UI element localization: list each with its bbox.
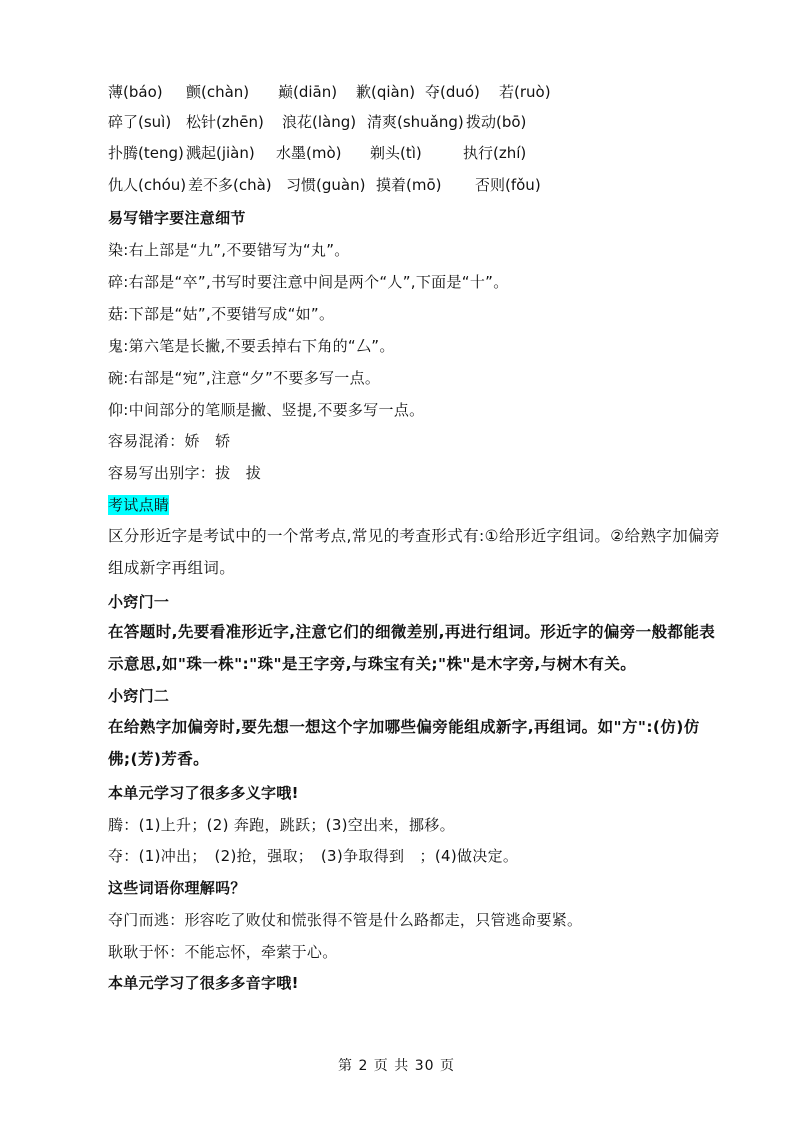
pinyin-word: 拨动(bō) <box>466 113 527 131</box>
pinyin-word: 清爽(shuǎng) <box>367 113 464 131</box>
idiom-line: 夺门而逃：形容吃了败仗和慌张得不管是什么路都走，只管逃命要紧。 <box>108 911 583 929</box>
pinyin-row-3 <box>0 143 793 163</box>
pinyin-word: 溅起(jiàn) <box>186 144 255 162</box>
pinyin-word: 习惯(guàn) <box>286 176 366 194</box>
polysemy-heading: 本单元学习了很多多义字哦! <box>108 784 299 802</box>
mistake-line: 碎:右部是“卒”,书写时要注意中间是两个“人”,下面是“十”。 <box>108 273 509 291</box>
exam-paragraph <box>90 520 720 584</box>
tip1-title: 小窍门一 <box>108 593 170 611</box>
pinyin-word: 浪花(làng) <box>282 113 357 131</box>
exam-paragraph-text: 区分形近字是考试中的一个常考点,常见的考查形式有:①给形近字组词。②给熟字加偏旁组成新字再组词。 <box>108 527 720 577</box>
mistake-line: 菇:下部是“姑”,不要错写成“如”。 <box>108 305 335 323</box>
pinyin-word: 水墨(mò) <box>276 144 342 162</box>
pinyin-word: 颤(chàn) <box>186 83 250 101</box>
pinyin-word: 若(ruò) <box>499 83 551 101</box>
mistake-line: 鬼:第六笔是长撇,不要丢掉右下角的“厶”。 <box>108 337 395 355</box>
mistake-line: 染:右上部是“九”,不要错写为“丸”。 <box>108 241 350 259</box>
pinyin-word: 否则(fǒu) <box>475 176 541 194</box>
pinyin-word: 剃头(tì) <box>370 144 422 162</box>
pinyin-word: 执行(zhí) <box>463 144 527 162</box>
pinyin-word: 夺(duó) <box>425 83 480 101</box>
confusable-line: 容易混淆：娇 轿 <box>108 432 231 450</box>
pinyin-word: 歉(qiàn) <box>356 83 416 101</box>
tip2-title: 小窍门二 <box>108 687 170 705</box>
typo-line: 容易写出别字：拔 拔 <box>108 464 262 482</box>
pinyin-word: 摸着(mō) <box>376 176 442 194</box>
pinyin-word: 薄(báo) <box>108 83 163 101</box>
pinyin-word: 巅(diān) <box>278 83 338 101</box>
idiom-line: 耿耿于怀：不能忘怀，牵萦于心。 <box>108 943 338 961</box>
pinyin-row-4 <box>0 175 793 195</box>
exam-heading <box>108 495 169 515</box>
mistake-line: 仰:中间部分的笔顺是撇、竖提,不要多写一点。 <box>108 401 425 419</box>
pinyin-word: 碎了(suì) <box>108 113 172 131</box>
polysemy-line: 腾：(1)上升；(2) 奔跑，跳跃；(3)空出来，挪移。 <box>108 816 455 834</box>
pinyin-row-2 <box>0 112 793 132</box>
polyphone-heading: 本单元学习了很多多音字哦! <box>108 974 299 992</box>
section-heading: 易写错字要注意细节 <box>108 209 246 227</box>
pinyin-row-1 <box>0 82 793 102</box>
tip2-text: 在给熟字加偏旁时,要先想一想这个字加哪些偏旁能组成新字,再组词。如"方":(仿)仿佛;(芳)芳香。 <box>108 718 700 768</box>
idioms-heading: 这些词语你理解吗？ <box>108 879 246 897</box>
highlighted-text: 考试点睛 <box>108 496 170 514</box>
tip2-paragraph <box>90 711 720 775</box>
page-number: 第 2 页 共 30 页 <box>338 1058 455 1074</box>
tip1-text: 在答题时,先要看准形近字,注意它们的细微差别,再进行组词。形近字的偏旁一般都能表示意思,如"珠一株":"珠"是王字旁,与珠宝有关;"株"是木字旁,与树木有关。 <box>108 623 716 673</box>
polysemy-line: 夺：(1)冲出； (2)抢，强取； (3)争取得到 ；(4)做决定。 <box>108 847 519 865</box>
tip1-paragraph <box>90 616 720 680</box>
pinyin-word: 扑腾(teng) <box>108 144 184 162</box>
pinyin-word: 仇人(chóu) <box>108 176 187 194</box>
pinyin-word: 松针(zhēn) <box>186 113 264 131</box>
pinyin-word: 差不多(chà) <box>188 176 272 194</box>
mistake-line: 碗:右部是“宛”,注意“夕”不要多写一点。 <box>108 369 381 387</box>
